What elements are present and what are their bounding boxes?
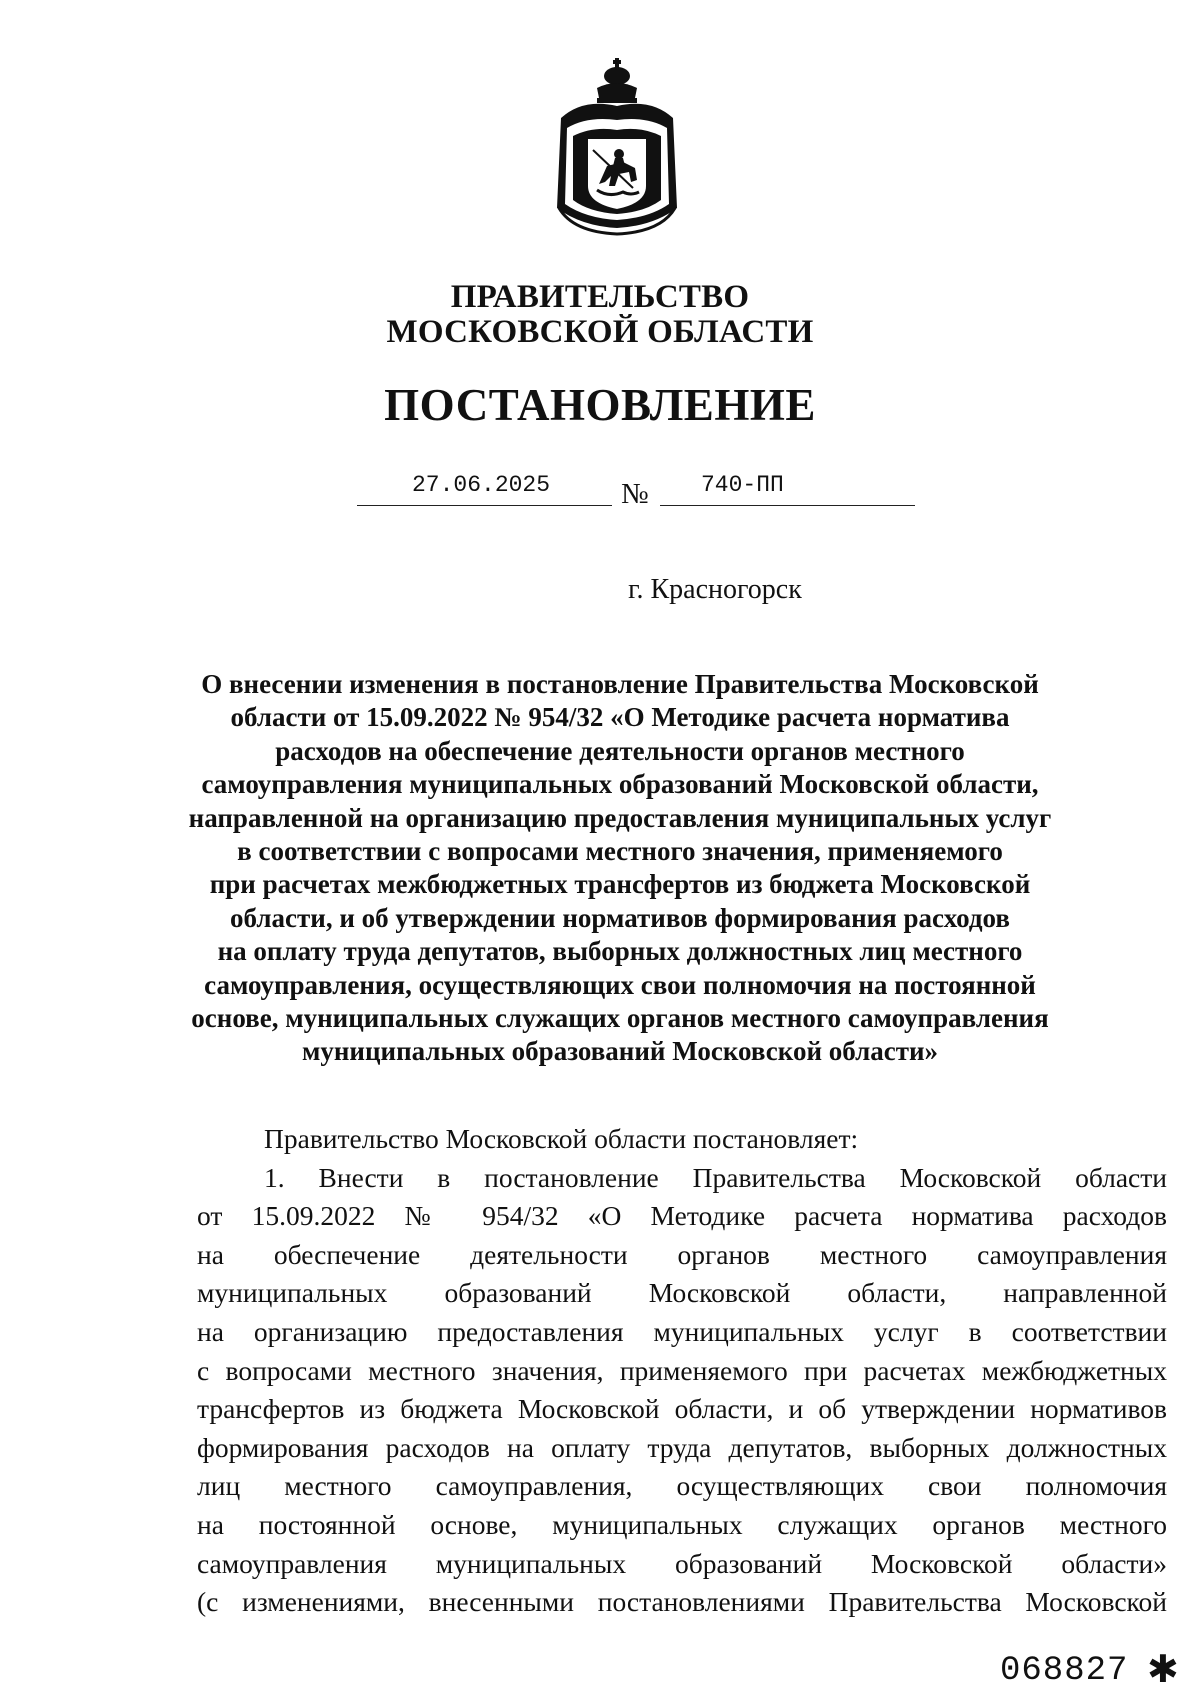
intro-line: Правительство Московской области постановляет: [264,1123,859,1154]
paragraph-line: 1. Внести в постановление Правительства Московской области [264,1161,1167,1193]
paragraph-line: на организацию предоставления муниципальных услуг в соответствии [197,1315,1167,1347]
document-number: 740-ПП [701,472,784,498]
document-date: 27.06.2025 [412,472,551,498]
title-line: самоуправления, осуществляющих свои полномочия на постоянной [204,969,1036,1000]
title-line: муниципальных образований Московской области» [301,1036,939,1067]
paragraph-line: муниципальных образований Московской области, направленной [197,1277,1167,1309]
organization-name-line-1: ПРАВИТЕЛЬСТВО [450,279,750,315]
title-line: О внесении изменения в постановление Правительства Московской [201,669,1039,699]
title-line: направленной на организацию предоставления муниципальных услуг [188,802,1052,833]
city-label: г. Красногорск [628,574,802,605]
asterisk-icon: ✱ [1147,1647,1179,1691]
paragraph-line: с вопросами местного значения, применяемого при расчетах межбюджетных [197,1354,1167,1386]
document-title [150,668,1090,1069]
paragraph-line: на обеспечение деятельности органов местного самоуправления [197,1238,1167,1270]
crown-icon [597,58,637,103]
title-line: самоуправления муниципальных образований Московской области, [201,769,1039,800]
title-line: расходов на обеспечение деятельности органов местного [275,735,965,766]
form-serial-number: 068827 [1000,1652,1129,1690]
number-sign: № [621,478,649,510]
organization-name-line-2: МОСКОВСКОЙ ОБЛАСТИ [386,314,814,350]
paragraph-line: (с изменениями, внесенными постановлениями Правительства Московской [197,1586,1167,1618]
coat-of-arms-emblem [553,58,681,236]
document-body [197,1120,1167,1622]
paragraph-line: самоуправления муниципальных образований Московской области» [197,1547,1167,1579]
title-line: при расчетах межбюджетных трансфертов из бюджета Московской [209,869,1031,900]
paragraph-line: трансфертов из бюджета Московской области, и об утверждении нормативов [197,1393,1167,1425]
title-line: области, и об утверждении нормативов формирования расходов [230,902,1010,933]
document-type-heading: ПОСТАНОВЛЕНИЕ [384,380,816,430]
title-line: на оплату труда депутатов, выборных должностных лиц местного [217,936,1023,967]
paragraph-line: на постоянной основе, муниципальных служащих органов местного [197,1508,1167,1540]
title-line: области от 15.09.2022 № 954/32 «О Методике расчета норматива [230,702,1010,733]
paragraph-line: лиц местного самоуправления, осуществляющих свои полномочия [197,1470,1167,1502]
title-line: в соответствии с вопросами местного значения, применяемого [237,836,1003,867]
paragraph-line: формирования расходов на оплату труда депутатов, выборных должностных [197,1431,1167,1463]
paragraph-line: от 15.09.2022 № 954/32 «О Методике расчета норматива расходов [197,1200,1167,1232]
title-line: основе, муниципальных служащих органов местного самоуправления [191,1003,1049,1034]
number-underline [660,485,915,506]
